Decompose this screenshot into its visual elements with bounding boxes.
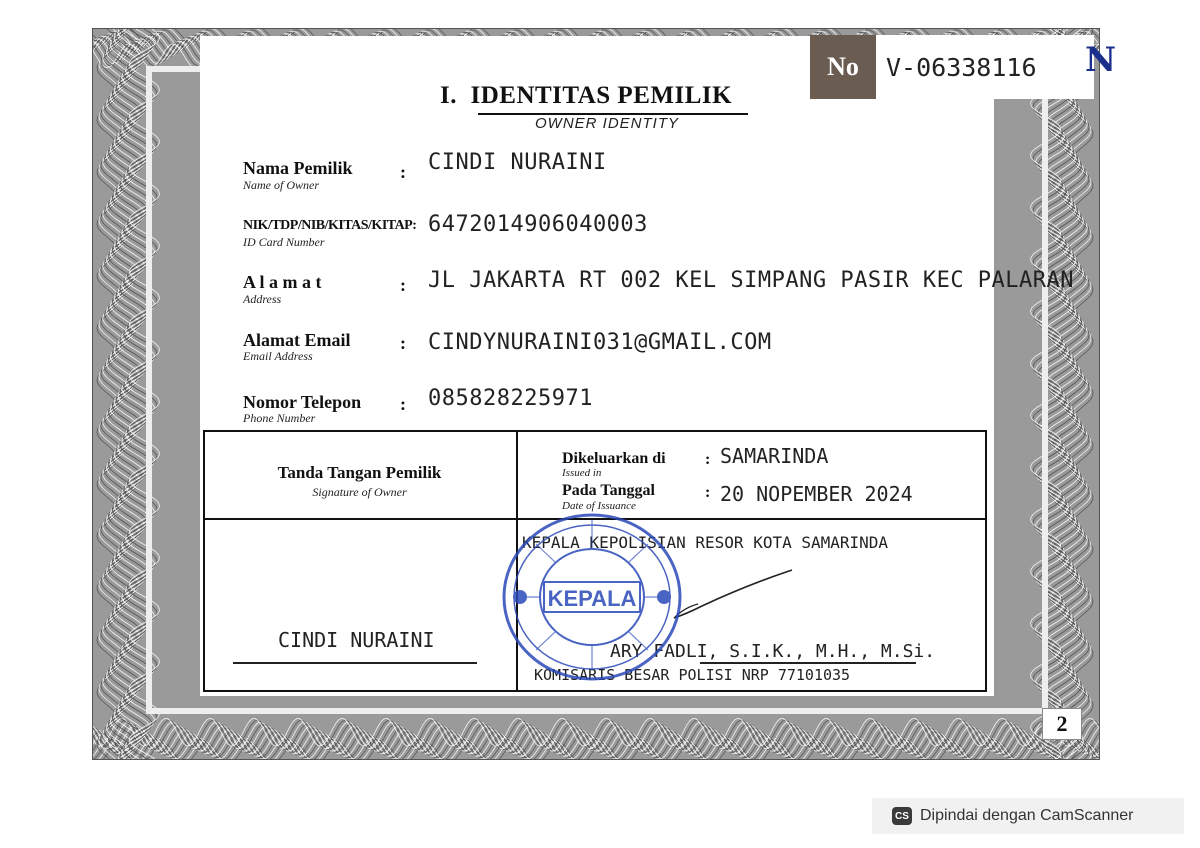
owner-printed-name: CINDI NURAINI <box>278 628 435 652</box>
email-value: CINDYNURAINI031@GMAIL.COM <box>428 330 772 355</box>
email-label: Alamat Email <box>243 330 351 350</box>
issued-in-value: SAMARINDA <box>720 444 829 468</box>
section-subtitle: OWNER IDENTITY <box>535 115 679 132</box>
id-number-value: 6472014906040003 <box>428 212 648 237</box>
colon: : <box>400 394 406 414</box>
official-rank: KOMISARIS BESAR POLISI NRP 77101035 <box>534 666 851 684</box>
address-label: A l a m a t <box>243 272 322 292</box>
issue-date-value: 20 NOPEMBER 2024 <box>720 482 913 506</box>
colon: : <box>705 484 711 501</box>
official-name-underline <box>700 662 916 664</box>
owner-signature-title: Tanda Tangan Pemilik <box>277 463 442 482</box>
police-stamp <box>500 510 685 685</box>
stamp-center-text: KEPALA <box>547 586 637 611</box>
owner-name-label-en: Name of Owner <box>243 178 319 192</box>
phone-label: Nomor Telepon <box>243 392 362 412</box>
scanner-text: Dipindai dengan CamScanner <box>920 807 1134 824</box>
official-signature-stroke <box>672 566 802 626</box>
issue-date-label: Pada Tanggal <box>562 482 655 499</box>
colon: : <box>400 162 406 182</box>
owner-signature-title-en: Signature of Owner <box>312 485 407 499</box>
colon: : <box>400 333 406 353</box>
page-number: 2 <box>1042 708 1082 740</box>
issued-in-label-en: Issued in <box>562 467 602 479</box>
section-number: I. <box>440 82 457 109</box>
phone-value: 085828225971 <box>428 386 593 411</box>
address-value: JL JAKARTA RT 002 KEL SIMPANG PASIR KEC PALARAN <box>428 268 1075 293</box>
issue-date-label-en: Date of Issuance <box>562 500 636 512</box>
number-label: No <box>810 35 876 99</box>
issued-in-label: Dikeluarkan di <box>562 450 666 467</box>
camscanner-icon: CS <box>892 807 912 825</box>
address-label-en: Address <box>243 292 282 306</box>
title-text: IDENTITAS PEMILIK <box>470 82 733 109</box>
section-title <box>440 82 732 110</box>
owner-name-value: CINDI NURAINI <box>428 150 607 175</box>
email-label-en: Email Address <box>243 349 313 363</box>
document-number: V-06338116 <box>876 35 1094 99</box>
owner-signature-line <box>233 662 477 664</box>
phone-label-en: Phone Number <box>243 411 316 425</box>
issuing-office: KEPALA KEPOLISIAN RESOR KOTA SAMARINDA <box>522 533 889 552</box>
colon: : <box>705 451 711 468</box>
official-name: ARY FADLI, S.I.K., M.H., M.Si. <box>610 641 936 662</box>
camscanner-badge <box>872 798 1184 834</box>
number-suffix: N <box>1085 40 1117 80</box>
id-number-label-en: ID Card Number <box>243 235 325 249</box>
id-number-label: NIK/TDP/NIB/KITAS/KITAP: <box>243 218 417 233</box>
owner-name-label: Nama Pemilik <box>243 158 353 178</box>
colon: : <box>400 275 406 295</box>
